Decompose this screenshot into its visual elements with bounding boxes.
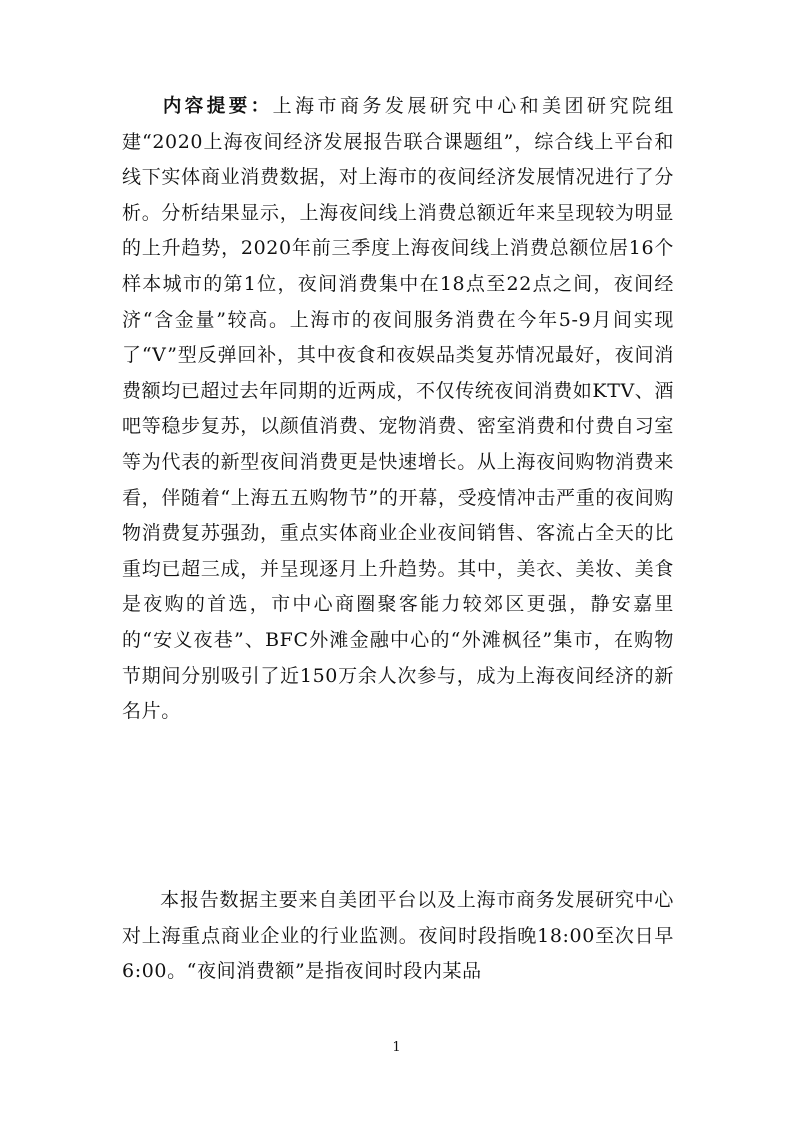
body-paragraph-text: 本报告数据主要来自美团平台以及上海市商务发展研究中心对上海重点商业企业的行业监测。夜间时段指晚18:00至次日早6:00。“夜间消费额”是指夜间时段内某品	[122, 889, 674, 983]
body-paragraph	[122, 883, 674, 990]
summary-text: 上海市商务发展研究中心和美团研究院组建“2020上海夜间经济发展报告联合课题组”，综合线上平台和线下实体商业消费数据，对上海市的夜间经济发展情况进行了分析。分析结果显示，上海夜间线上消费总额近年来呈现较为明显的上升趋势，2020年前三季度上海夜间线上消费总额位居16个样本城市的第1位，夜间消费集中在18点至22点之间，夜间经济“含金量”较高。上海市的夜间服务消费在今年5-9月间实现了“V”型反弹回补，其中夜食和夜娱品类复苏情况最好，夜间消费额均已超过去年同期的近两成，不仅传统夜间消费如KTV、酒吧等稳步复苏，以颜值消费、宠物消费、密室消费和付费自习室等为代表的新型夜间消费更是快速增长。从上海夜间购物消费来看，伴随着“上海五五购物节”的开幕，受疫情冲击严重的夜间购物消费复苏强劲，重点实体商业企业夜间销售、客流占全天的比重均已超三成，并呈现逐月上升趋势。其中，美衣、美妆、美食是夜购的首选，市中心商圈聚客能力较郊区更强，静安嘉里的“安义夜巷”、BFC外滩金融中心的“外滩枫径”集市，在购物节期间分别吸引了近150万余人次参与，成为上海夜间经济的新名片。	[122, 95, 674, 723]
summary-paragraph	[122, 89, 674, 730]
page-number: 1	[392, 1040, 401, 1055]
summary-label: 内容提要：	[160, 96, 273, 117]
